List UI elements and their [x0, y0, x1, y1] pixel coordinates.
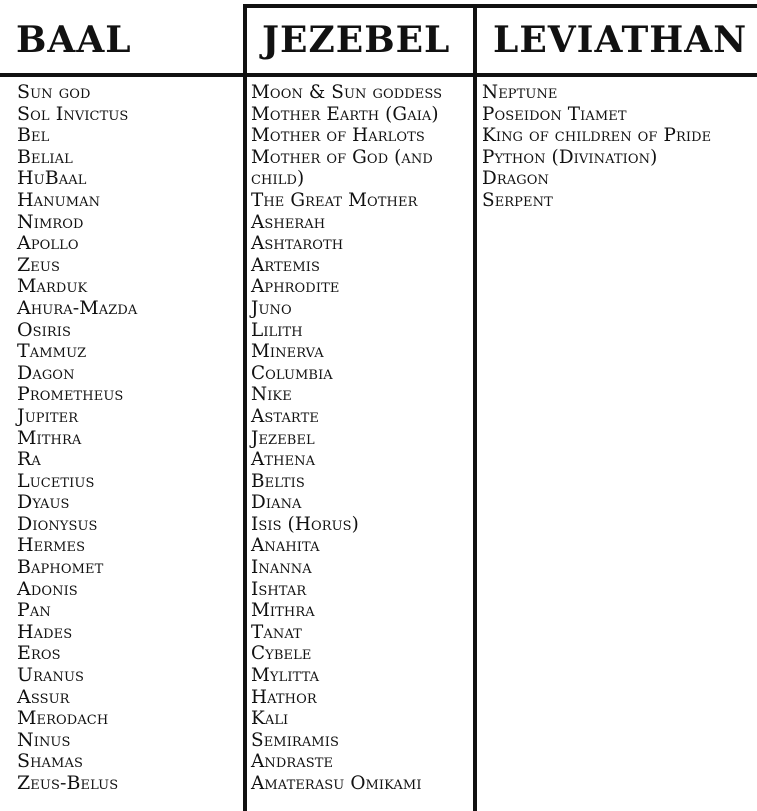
- list-item: Osiris: [17, 318, 72, 341]
- list-item: Adonis: [17, 577, 78, 600]
- list-item: Sol Invictus: [17, 102, 129, 125]
- list-item: Mylitta: [251, 665, 320, 687]
- list-item: Semiramis: [251, 729, 339, 751]
- jezebel-list: [251, 82, 469, 795]
- list-item: Ra: [17, 448, 41, 471]
- list-item: Hades: [17, 620, 73, 643]
- list-item: King of children of Pride: [482, 125, 712, 147]
- list-item: Lilith: [251, 319, 303, 341]
- column-divider-2: [473, 4, 477, 811]
- list-item: HuBaal: [17, 167, 87, 190]
- column-divider-1: [243, 4, 247, 811]
- column-header-jezebel: JEZEBEL: [262, 19, 451, 61]
- list-item: Belial: [17, 145, 73, 168]
- leviathan-list: [482, 82, 754, 212]
- list-item: The Great Mother: [251, 189, 418, 211]
- list-item: Dyaus: [17, 491, 70, 514]
- list-item: Hathor: [251, 686, 317, 708]
- list-item: Ishtar: [251, 578, 307, 600]
- list-item: Serpent: [482, 189, 553, 211]
- list-item: Marduk: [17, 275, 88, 298]
- baal-list: [17, 82, 239, 795]
- list-item: Ashtaroth: [251, 233, 344, 255]
- list-item: Ninus: [17, 728, 71, 751]
- list-item: Neptune: [482, 82, 558, 103]
- list-item: Minerva: [251, 341, 324, 363]
- list-item: Nike: [251, 384, 292, 406]
- list-item: child): [251, 168, 305, 190]
- header-bottom-rule: [0, 73, 757, 77]
- list-item: Baphomet: [17, 556, 104, 579]
- list-item: Cybele: [251, 643, 312, 665]
- list-item: Aphrodite: [251, 276, 340, 298]
- list-item: Anahita: [251, 535, 320, 557]
- list-item: Inanna: [251, 557, 312, 579]
- list-item: Kali: [251, 708, 289, 730]
- list-item: Jupiter: [17, 404, 79, 427]
- list-item: Merodach: [17, 707, 109, 730]
- list-item: Athena: [251, 449, 316, 471]
- list-item: Artemis: [251, 254, 321, 276]
- list-item: Lucetius: [17, 469, 95, 492]
- list-item: Juno: [251, 297, 292, 319]
- header-top-rule: [243, 4, 757, 8]
- list-item: Hermes: [17, 534, 86, 557]
- list-item: Dagon: [17, 361, 75, 384]
- list-item: Dragon: [482, 168, 549, 190]
- list-item: Mithra: [251, 600, 315, 622]
- list-item: Zeus-Belus: [17, 772, 119, 794]
- list-item: Jezebel: [251, 427, 315, 449]
- list-item: Andraste: [251, 751, 334, 773]
- column-header-leviathan: LEVIATHAN: [493, 19, 748, 61]
- list-item: Beltis: [251, 470, 305, 492]
- list-item: Shamas: [17, 750, 83, 773]
- list-item: Sun god: [17, 81, 91, 103]
- list-item: Uranus: [17, 664, 85, 687]
- list-item: Zeus: [17, 253, 60, 276]
- list-item: Astarte: [251, 405, 319, 427]
- list-item: Pan: [17, 599, 51, 622]
- list-item: Mithra: [17, 426, 82, 449]
- list-item: Isis (Horus): [251, 513, 359, 535]
- list-item: Eros: [17, 642, 61, 665]
- list-item: Mother of Harlots: [251, 125, 425, 147]
- list-item: Mother of God (and: [251, 146, 433, 168]
- list-item: Prometheus: [17, 383, 124, 406]
- column-header-baal: BAAL: [16, 19, 132, 61]
- list-item: Asherah: [251, 211, 326, 233]
- list-item: Ahura-Mazda: [17, 296, 138, 319]
- list-item: Moon & Sun goddess: [251, 82, 443, 103]
- list-item: Diana: [251, 492, 302, 514]
- list-item: Dionysus: [17, 512, 98, 535]
- list-item: Tammuz: [17, 340, 87, 363]
- list-item: Mother Earth (Gaia): [251, 103, 439, 125]
- list-item: Poseidon Tiamet: [482, 103, 627, 125]
- list-item: Nimrod: [17, 210, 84, 233]
- list-item: Bel: [17, 124, 50, 147]
- list-item: Apollo: [17, 232, 79, 255]
- list-item: Hanuman: [17, 188, 101, 211]
- list-item: Tanat: [251, 621, 302, 643]
- list-item: Assur: [17, 685, 70, 708]
- list-item: Columbia: [251, 362, 333, 384]
- list-item: Python (Divination): [482, 146, 658, 168]
- list-item: Amaterasu Omikami: [251, 773, 422, 794]
